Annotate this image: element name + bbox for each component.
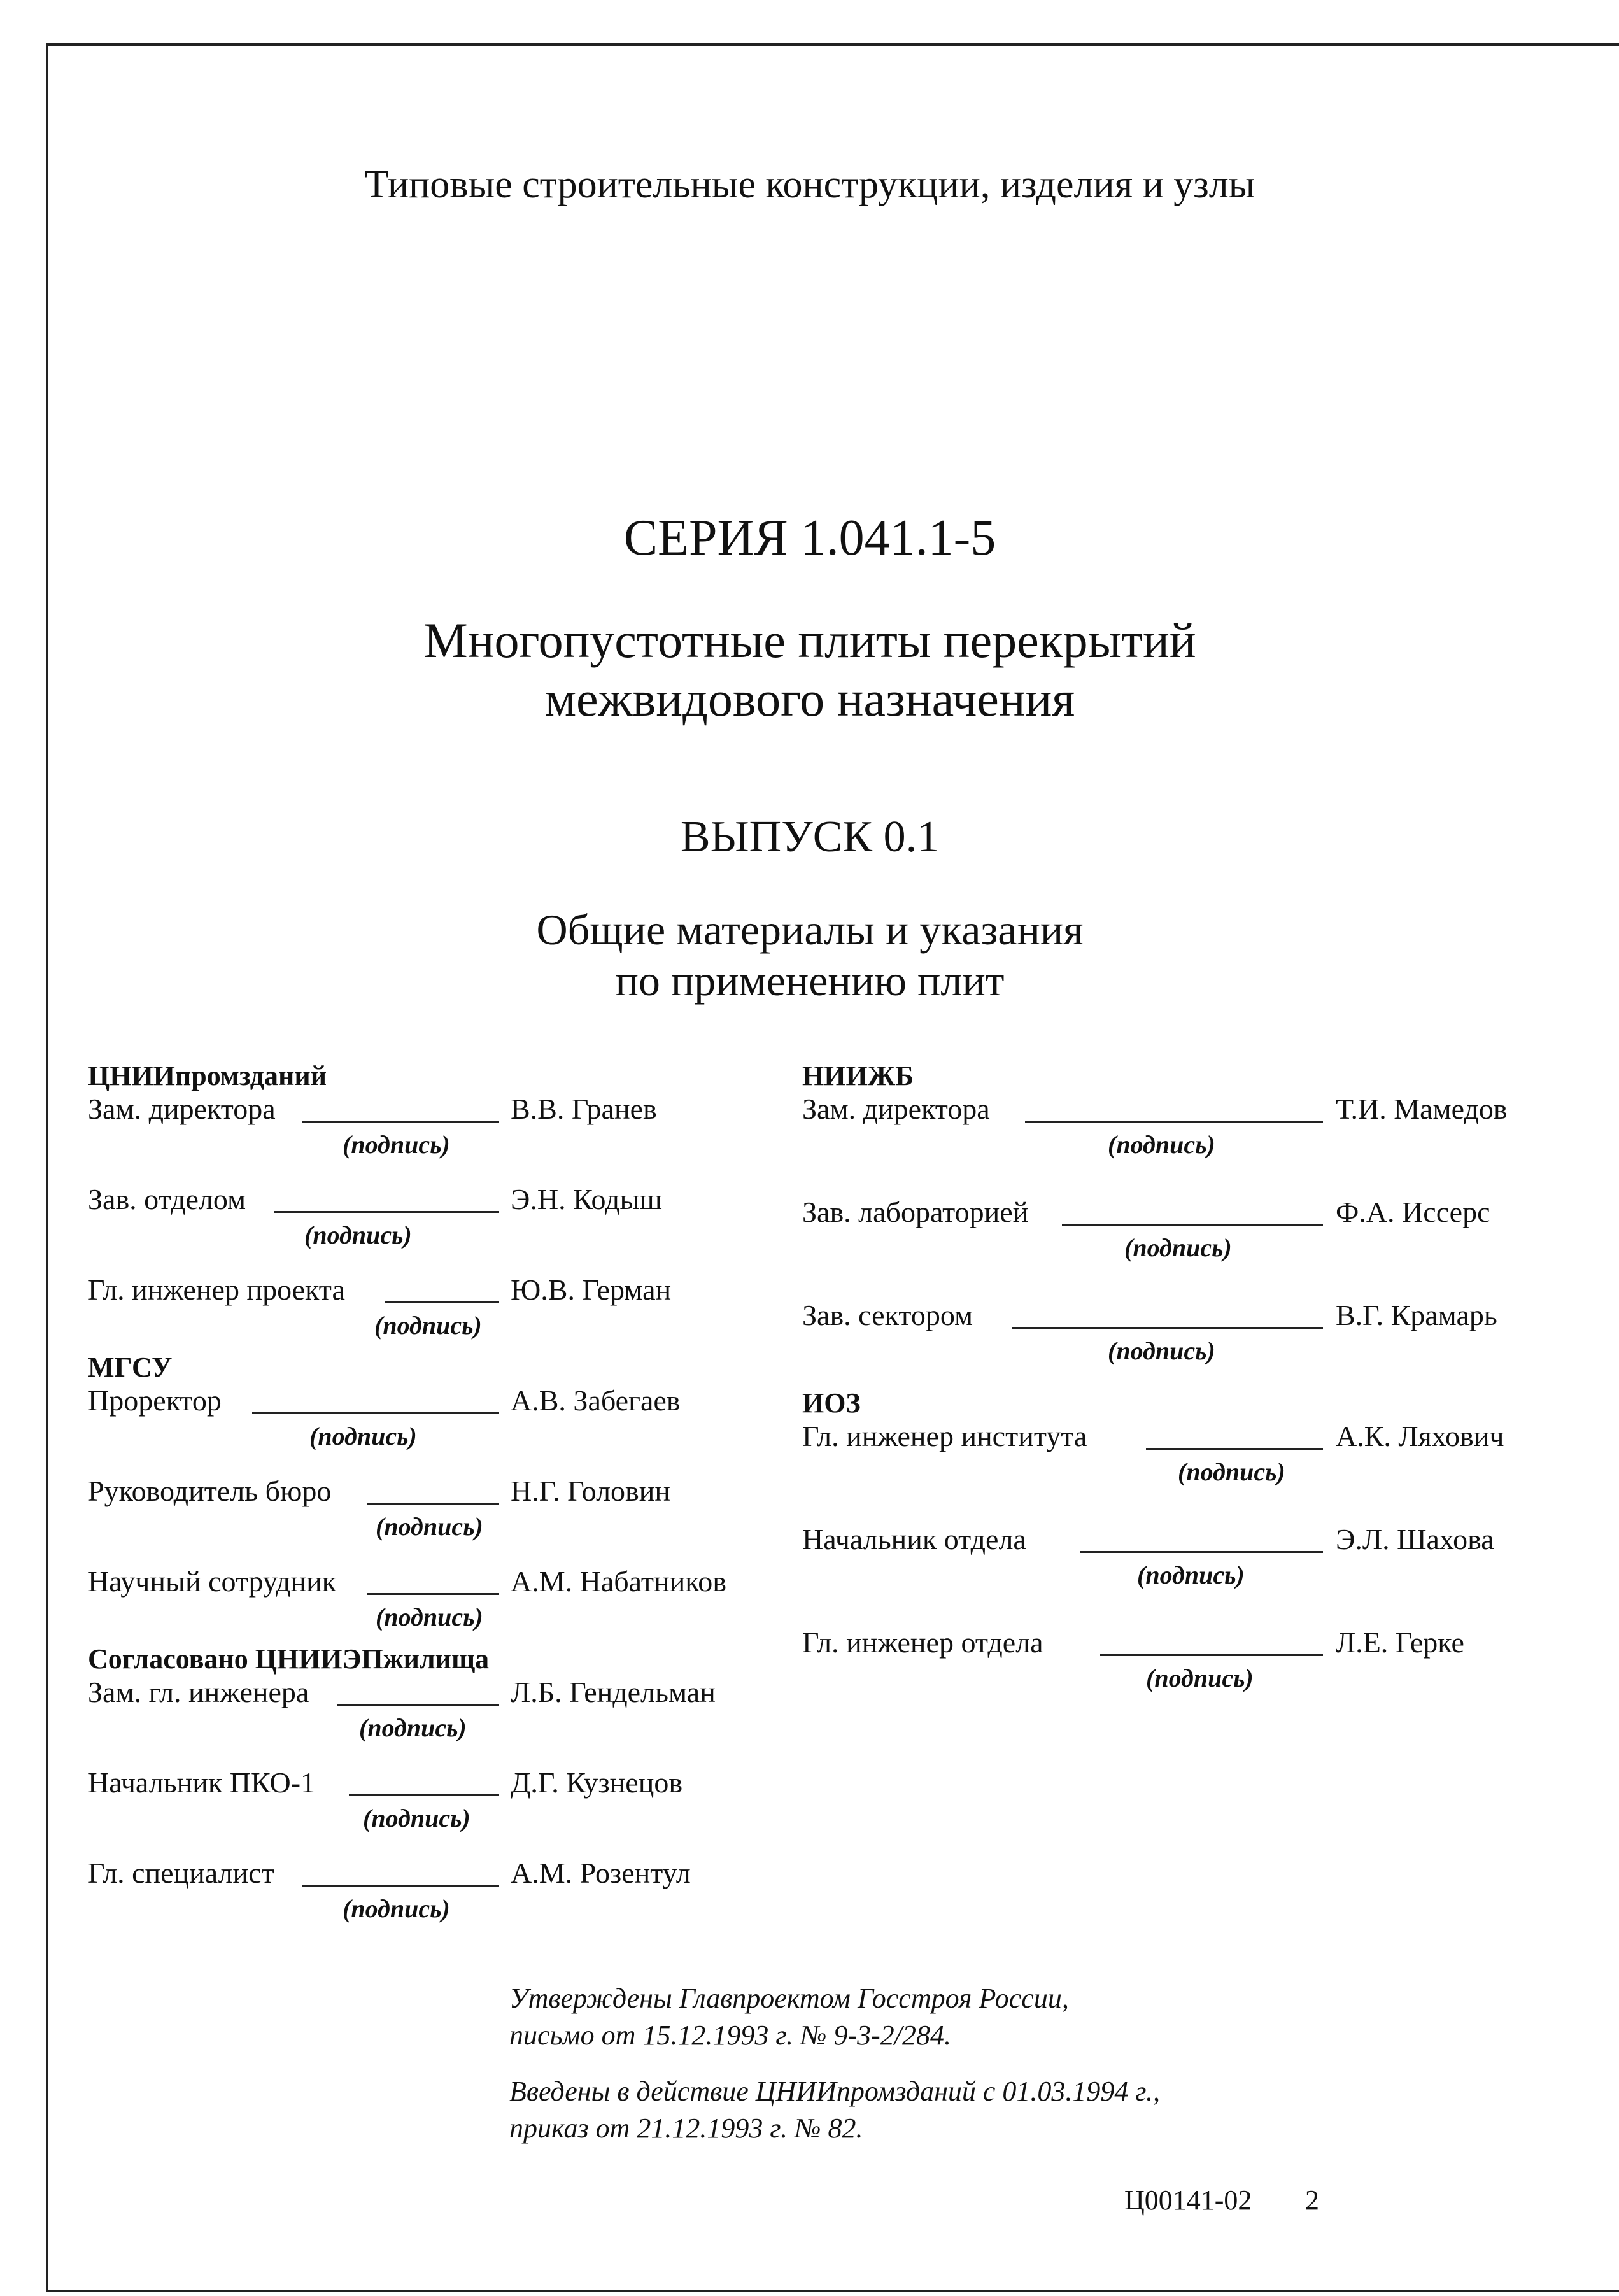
- signatory-role: Зав. сектором: [802, 1299, 973, 1331]
- signature-caption: (подпись): [1146, 1664, 1254, 1692]
- right-signatures-column: [802, 1058, 1541, 1694]
- approval-line-3: Введены в действие ЦНИИпромзданий с 01.03.1994 г.,: [509, 2076, 1161, 2107]
- approval-statement: [509, 1980, 1160, 2054]
- signatory-name: Ф.А. Иссерс: [1336, 1196, 1490, 1228]
- left-signatures-column: [88, 1058, 763, 1924]
- document-subtitle-line-1: Общие материалы и указания: [536, 905, 1084, 954]
- enactment-statement: [509, 2073, 1160, 2147]
- signature-caption: (подпись): [1108, 1336, 1215, 1365]
- signature-line: [385, 1301, 499, 1303]
- signature-entry: [802, 1194, 1541, 1230]
- signatory-name: Л.Б. Гендельман: [511, 1676, 716, 1708]
- signatory-role: Начальник ПКО-1: [88, 1766, 316, 1799]
- signatory-role: Проректор: [88, 1384, 222, 1417]
- signatory-role: Гл. инженер отдела: [802, 1626, 1043, 1659]
- signature-entry: [88, 1473, 763, 1509]
- signatory-name: А.К. Ляхович: [1336, 1420, 1504, 1452]
- org-heading: МГСУ: [88, 1352, 173, 1383]
- signatory-name: Л.Е. Герке: [1336, 1626, 1464, 1659]
- signatory-role: Начальник отдела: [802, 1523, 1026, 1555]
- signature-line: [302, 1121, 499, 1123]
- signature-line: [1062, 1224, 1323, 1226]
- approval-line-2: письмо от 15.12.1993 г. № 9-3-2/284.: [509, 2020, 952, 2051]
- approval-note: [509, 1980, 1160, 2166]
- signature-caption: (подпись): [343, 1894, 450, 1923]
- signature-entry: [88, 1675, 763, 1710]
- document-code: Ц00141-02: [1124, 2185, 1252, 2216]
- signature-caption: (подпись): [1137, 1561, 1245, 1589]
- signatory-role: Зав. отделом: [88, 1183, 246, 1215]
- signature-entry: [88, 1383, 763, 1419]
- signatory-name: Т.И. Мамедов: [1336, 1093, 1508, 1125]
- signature-caption: (подпись): [1178, 1457, 1285, 1486]
- signature-line: [337, 1704, 499, 1706]
- signatory-name: Э.Н. Кодыш: [511, 1183, 662, 1215]
- signature-caption: (подпись): [359, 1713, 467, 1742]
- signature-entry: [88, 1272, 763, 1308]
- signatory-name: Э.Л. Шахова: [1336, 1523, 1494, 1555]
- document-title-line-1: Многопустотные плиты перекрытий: [423, 613, 1196, 668]
- signatory-role: Научный сотрудник: [88, 1565, 337, 1598]
- signatory-name: Ю.В. Герман: [511, 1273, 672, 1306]
- org-heading: Согласовано ЦНИИЭПжилища: [88, 1643, 490, 1675]
- signature-caption: (подпись): [304, 1221, 412, 1249]
- signatory-role: Гл. инженер проекта: [88, 1273, 345, 1306]
- signature-caption: (подпись): [309, 1422, 417, 1450]
- signature-entry: [88, 1564, 763, 1599]
- signature-caption: (подпись): [363, 1804, 470, 1832]
- signatory-role: Зав. лабораторией: [802, 1196, 1029, 1228]
- signature-line: [349, 1794, 499, 1796]
- signatory-role: Зам. директора: [88, 1093, 276, 1125]
- approval-line-4: приказ от 21.12.1993 г. № 82.: [509, 2113, 863, 2144]
- signature-caption: (подпись): [343, 1130, 450, 1159]
- issue-number: ВЫПУСК 0.1: [680, 812, 940, 861]
- document-title: [46, 611, 1574, 728]
- signature-line: [1080, 1551, 1323, 1553]
- signatory-role: Гл. инженер института: [802, 1420, 1087, 1452]
- signature-entry: [88, 1182, 763, 1217]
- signature-entry: [88, 1765, 763, 1801]
- signature-line: [252, 1412, 499, 1414]
- series-subject-heading: Типовые строительные конструкции, изделия и узлы: [364, 163, 1255, 206]
- signatory-name: В.Г. Крамарь: [1336, 1299, 1497, 1331]
- approval-line-1: Утверждены Главпроектом Госстроя России,: [509, 1983, 1069, 2014]
- signature-line: [302, 1885, 499, 1887]
- signature-caption: (подпись): [376, 1603, 483, 1631]
- signature-line: [367, 1503, 499, 1505]
- signatory-name: Д.Г. Кузнецов: [511, 1766, 683, 1799]
- signatory-role: Зам. гл. инженера: [88, 1676, 309, 1708]
- signature-line: [1025, 1121, 1323, 1123]
- signatory-name: Н.Г. Головин: [511, 1475, 670, 1507]
- org-heading: ИОЗ: [802, 1387, 861, 1419]
- signature-entry: [802, 1522, 1541, 1557]
- signature-entry: [802, 1419, 1541, 1454]
- org-heading: ЦНИИпромзданий: [88, 1060, 327, 1091]
- signature-caption: (подпись): [1124, 1233, 1232, 1262]
- signature-line: [367, 1593, 499, 1595]
- signature-caption: (подпись): [1108, 1130, 1215, 1159]
- document-subtitle-line-2: по применению плит: [615, 956, 1005, 1005]
- signature-caption: (подпись): [374, 1311, 482, 1340]
- signature-line: [274, 1211, 499, 1213]
- signatory-name: А.М. Набатников: [511, 1565, 726, 1598]
- signatory-role: Руководитель бюро: [88, 1475, 332, 1507]
- signatory-name: А.М. Розентул: [511, 1857, 691, 1889]
- signature-entry: [802, 1625, 1541, 1661]
- signature-entry: [802, 1091, 1541, 1127]
- series-number: СЕРИЯ 1.041.1-5: [623, 510, 996, 566]
- signatory-name: А.В. Забегаев: [511, 1384, 681, 1417]
- org-heading: НИИЖБ: [802, 1060, 914, 1091]
- signatory-role: Зам. директора: [802, 1093, 990, 1125]
- signature-line: [1100, 1654, 1323, 1656]
- document-title-line-2: межвидового назначения: [544, 671, 1075, 726]
- page-number: 2: [1305, 2185, 1319, 2216]
- signature-caption: (подпись): [376, 1512, 483, 1541]
- signature-entry: [802, 1298, 1541, 1333]
- signatory-name: В.В. Гранев: [511, 1093, 657, 1125]
- signatory-role: Гл. специалист: [88, 1857, 274, 1889]
- signature-line: [1012, 1327, 1323, 1329]
- signature-entry: [88, 1855, 763, 1891]
- signature-line: [1146, 1448, 1323, 1450]
- document-subtitle: [46, 904, 1574, 1006]
- signature-entry: [88, 1091, 763, 1127]
